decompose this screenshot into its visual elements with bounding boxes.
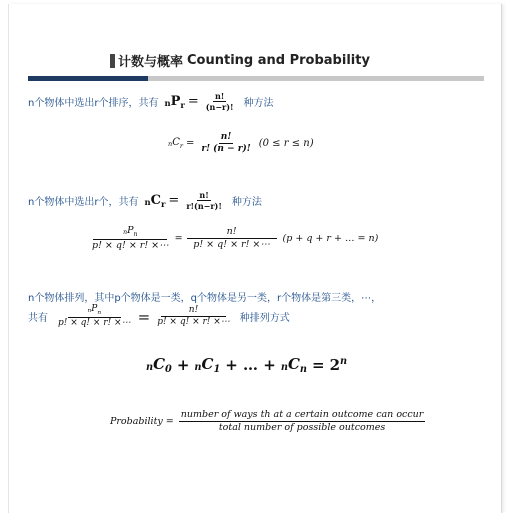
title-underline bbox=[148, 76, 484, 81]
binomial-rhs: 2$^n$ bbox=[329, 356, 348, 374]
combination-equals: = bbox=[185, 138, 195, 150]
binomial-term-0: $nC_0$ bbox=[146, 355, 172, 375]
permutation-suffix: 种方法 bbox=[243, 98, 274, 110]
title-underline-accent bbox=[28, 76, 148, 81]
section-title bbox=[110, 51, 370, 70]
multinomial-line-fraction-2: $\frac{n!}{p! \times q! \times r! \times\cdots}$ bbox=[157, 304, 230, 328]
multinomial-fraction-2: $\frac{n!}{p! \times q! \times r! \times\cdots}$ bbox=[187, 227, 277, 250]
combination-line-equals: = bbox=[168, 193, 180, 209]
combination-line-symbol: $nC_r$ bbox=[144, 192, 166, 209]
binomial-plus: + bbox=[176, 356, 190, 374]
combination-fraction: $\frac{n!}{r! (n - r)!}$ bbox=[201, 132, 251, 155]
probability-label: Probability bbox=[110, 415, 163, 427]
permutation-symbol: $nP_r$ bbox=[164, 93, 185, 110]
multinomial-line bbox=[28, 305, 290, 329]
permutation-line bbox=[28, 92, 274, 112]
combination-condition: (0 ≤ r ≤ n) bbox=[258, 138, 314, 150]
binomial-term-1: $nC_1$ bbox=[194, 355, 221, 375]
probability-fraction: $\frac{\text{number of ways th at a certain outcome can occur}}{\text{total number of possible outcomes}}$ bbox=[180, 409, 424, 433]
multinomial-description: n个物体排列，其中p个物体是一类，q个物体是另一类，r个物体是第三类，⋯， bbox=[28, 293, 382, 304]
combination-line-fraction: $\frac{n!}{r!(n-r)!}$ bbox=[186, 190, 222, 212]
multinomial-equals: = bbox=[174, 233, 183, 245]
probability-formula bbox=[110, 410, 427, 433]
title-cjk: 计数与概率 bbox=[118, 55, 184, 70]
multinomial-formula bbox=[88, 226, 378, 251]
combination-line bbox=[28, 191, 262, 211]
binomial-ellipsis: + … + bbox=[225, 356, 276, 374]
title-marker bbox=[110, 54, 115, 68]
combination-formula bbox=[168, 133, 314, 155]
permutation-fraction: $\frac{n!}{(n-r)!}$ bbox=[205, 91, 234, 113]
binomial-sum-formula bbox=[146, 355, 347, 375]
combination-suffix: 种方法 bbox=[231, 197, 262, 209]
probability-equals: = bbox=[165, 415, 174, 427]
multinomial-line-fraction-1: $\frac{nP_n}{p! \times q! \times r! \times\cdots}$ bbox=[58, 304, 131, 329]
multinomial-fraction-1: $\frac{nP_n}{p! \times q! \times r! \times\cdots}$ bbox=[92, 225, 169, 252]
binomial-equals: = bbox=[312, 356, 325, 374]
multinomial-line-equals: = bbox=[137, 307, 151, 326]
multinomial-suffix: 种排列方式 bbox=[239, 313, 290, 325]
multinomial-prefix: 共有 bbox=[28, 313, 48, 325]
permutation-prefix: n个物体中选出r个排序，共有 bbox=[28, 98, 159, 110]
permutation-equals: = bbox=[187, 94, 199, 110]
multinomial-condition: (p + q + r + … = n) bbox=[282, 233, 379, 245]
title-en: Counting and Probability bbox=[187, 53, 370, 68]
binomial-term-n: $nC_n$ bbox=[280, 355, 307, 375]
combination-prefix: n个物体中选出r个，共有 bbox=[28, 197, 139, 209]
combination-symbol: $nC_r$ bbox=[168, 137, 183, 151]
